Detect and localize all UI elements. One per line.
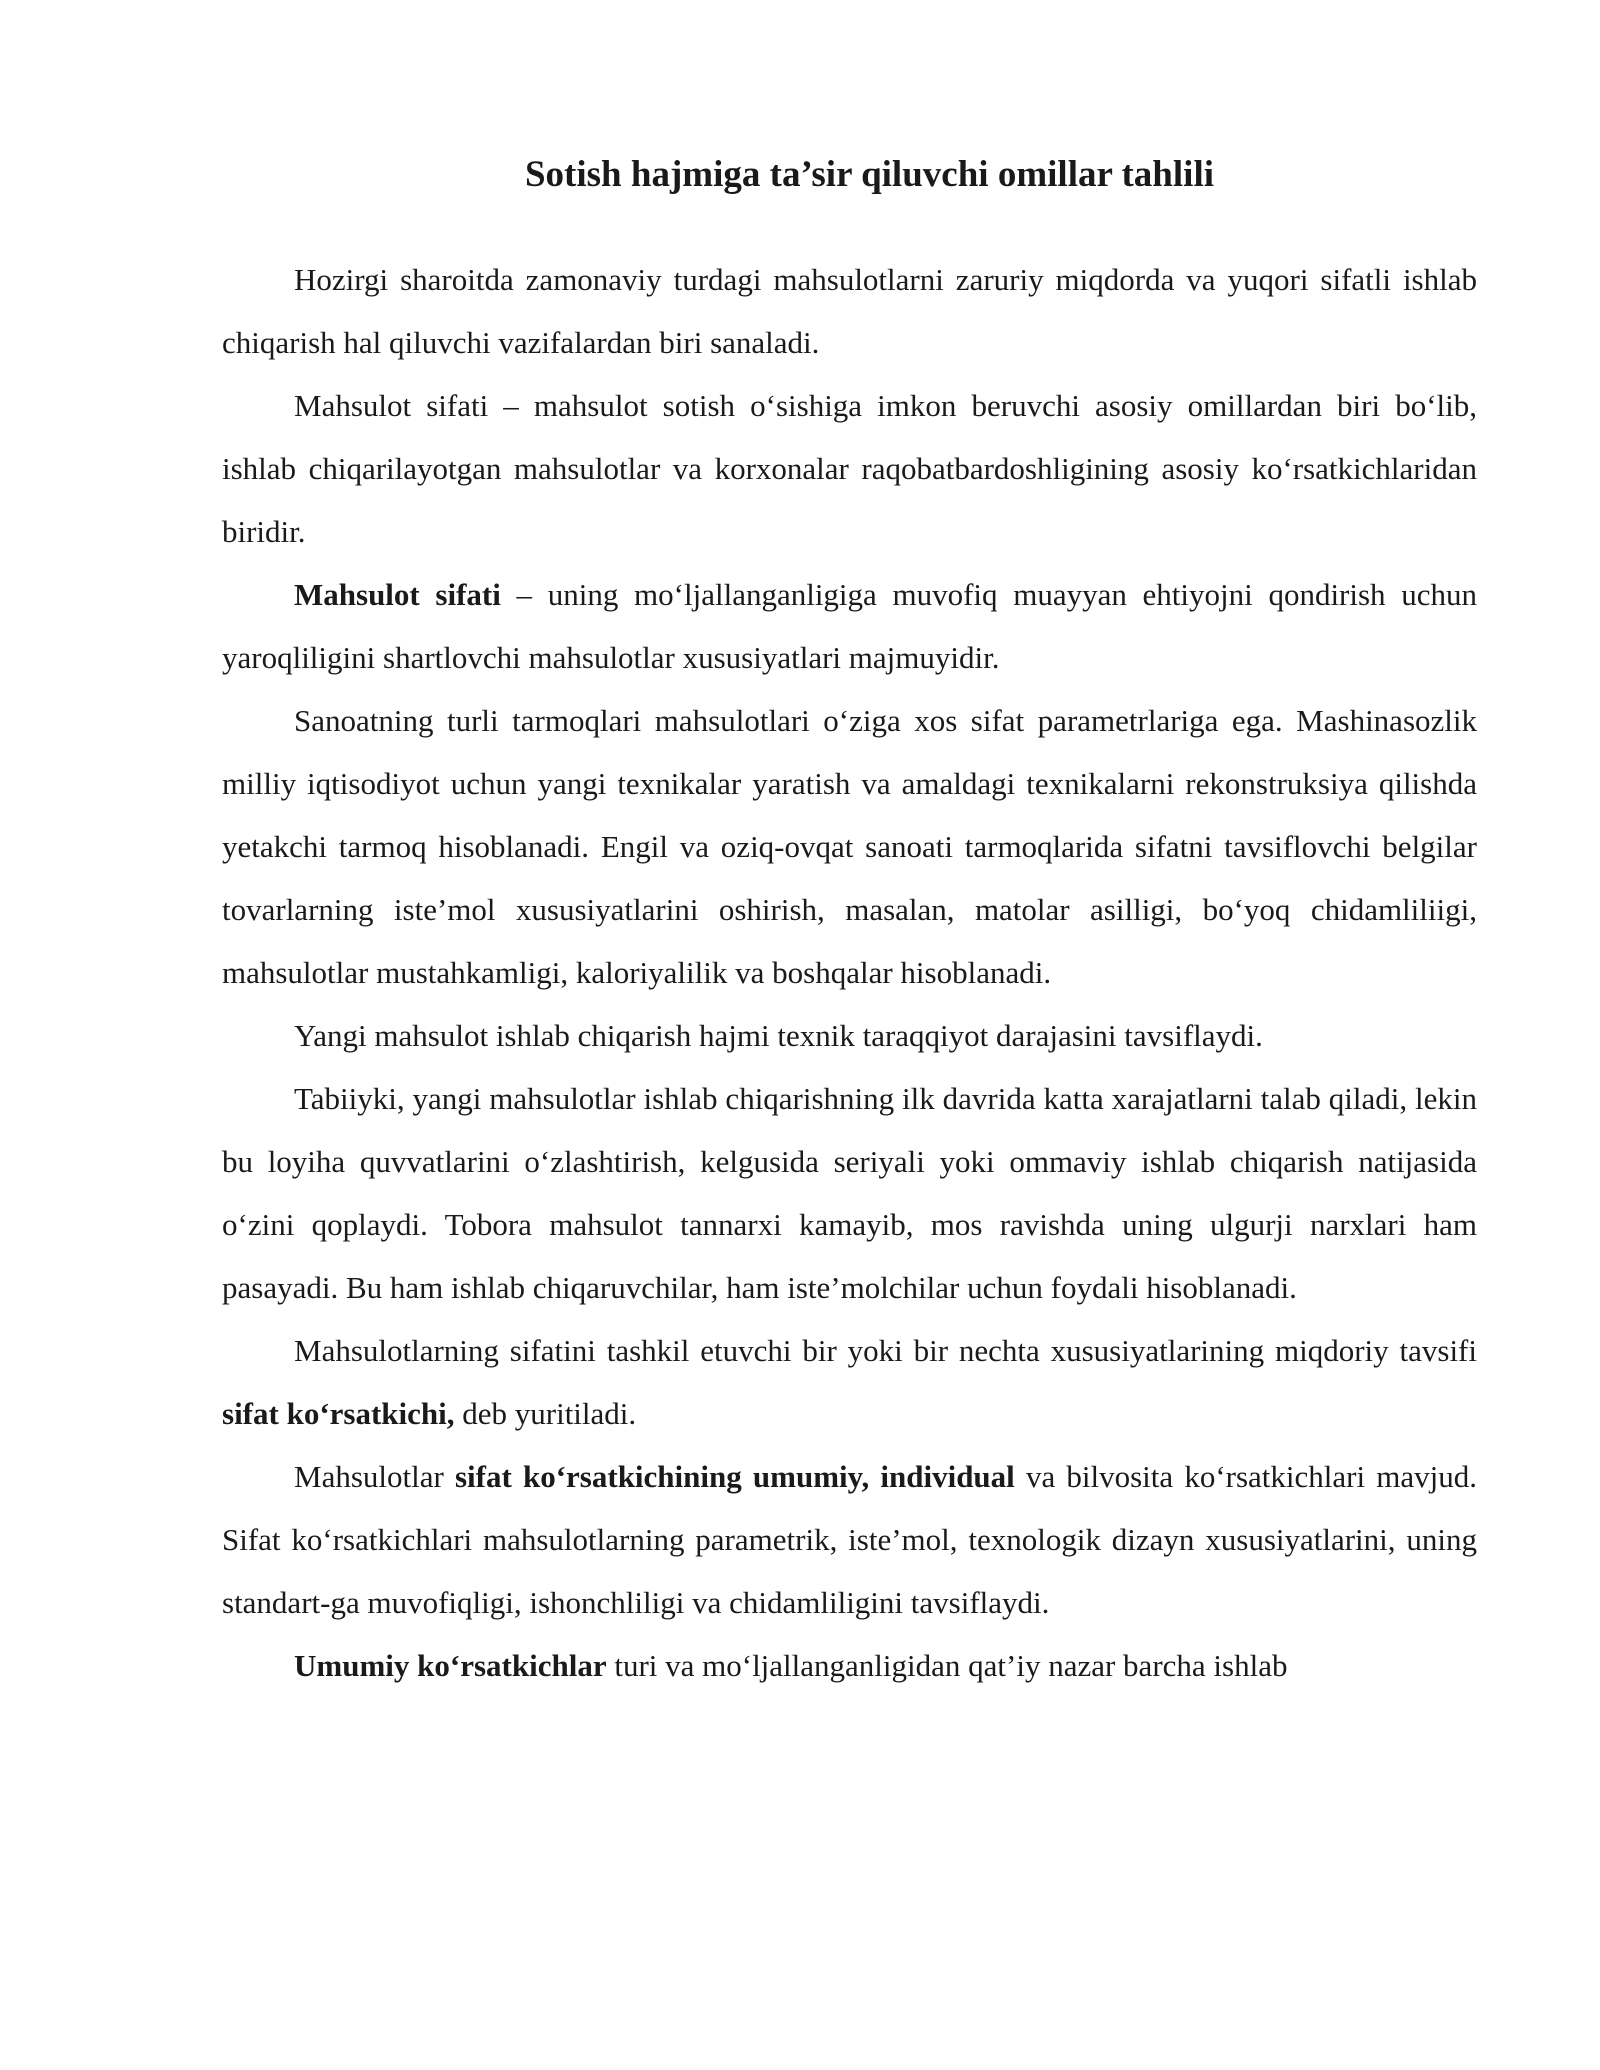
paragraph (222, 1067, 1477, 1319)
paragraph (222, 689, 1477, 1004)
document-page (222, 150, 1477, 1697)
document-title: Sotish hajmiga ta’sir qiluvchi omillar tahlili (524, 154, 1215, 195)
paragraph-text: – uning mo‘ljallanganligiga muvofiq muayyan ehtiyojni qondirish uchun yaroqliligini shartlovchi mahsulotlar xususiyatlari majmuyidir. (222, 577, 1477, 675)
paragraph (222, 1634, 1477, 1697)
bold-term: Mahsulot sifati (294, 577, 501, 612)
paragraph-text: deb yuritiladi. (454, 1396, 637, 1431)
paragraph (222, 1319, 1477, 1445)
paragraph-text: turi va mo‘ljallanganligidan qat’iy nazar barcha ishlab (606, 1648, 1288, 1683)
paragraph-text: Mahsulotlarning sifatini tashkil etuvchi bir yoki bir nechta xususiyatlarining miqdoriy tavsifi (294, 1333, 1477, 1368)
paragraph-text: Sanoatning turli tarmoqlari mahsulotlari o‘ziga xos sifat parametrlariga ega. Mashinasozlik milliy iqtisodiyot uchun yangi texnikalar yaratish va amaldagi texnikalarni rekonstruksiya qilishda yetakchi tarmoq hisoblanadi. Engil va oziq-ovqat sanoati tarmoqlarida sifatni tavsiflovchi belgilar tovarlarning iste’mol xususiyatlarini oshirish, masalan, matolar asilligi, bo‘yoq chidamliliigi, mahsulotlar mustahkamligi, kaloriyalilik va boshqalar hisoblanadi. (222, 703, 1477, 990)
paragraph (222, 248, 1477, 374)
paragraph-text: va bilvosita ko‘rsatkichlari mavjud. Sifat ko‘rsatkichlari mahsulotlarning parametrik, iste’mol, texnologik dizayn xususiyatlarini, uning standart-ga muvofiqligi, ishonchliligi va chidamliligini tavsiflaydi. (222, 1459, 1478, 1620)
paragraph-text: Tabiiyki, yangi mahsulotlar ishlab chiqarishning ilk davrida katta xarajatlarni talab qiladi, lekin bu loyiha quvvatlarini o‘zlashtirish, kelgusida seriyali yoki ommaviy ishlab chiqarish natijasida o‘zini qoplaydi. Tobora mahsulot tannarxi kamayib, mos ravishda uning ulgurji narxlari ham pasayadi. Bu ham ishlab chiqaruvchilar, ham iste’molchilar uchun foydali hisoblanadi. (222, 1081, 1477, 1305)
bold-term: sifat ko‘rsatkichi, (222, 1396, 455, 1431)
paragraph-text: Yangi mahsulot ishlab chiqarish hajmi texnik taraqqiyot darajasini tavsiflaydi. (294, 1018, 1263, 1053)
paragraph (222, 1004, 1477, 1067)
paragraph (222, 563, 1477, 689)
paragraph-text: Mahsulotlar (294, 1459, 455, 1494)
bold-term: sifat ko‘rsatkichining umumiy, individual (454, 1459, 1015, 1494)
bold-term: Umumiy ko‘rsatkichlar (294, 1648, 607, 1683)
paragraph (222, 374, 1477, 563)
paragraph-text: Hozirgi sharoitda zamonaviy turdagi mahsulotlarni zaruriy miqdorda va yuqori sifatli ishlab chiqarish hal qiluvchi vazifalardan biri sanaladi. (222, 262, 1477, 360)
paragraph-text: Mahsulot sifati – mahsulot sotish o‘sishiga imkon beruvchi asosiy omillardan biri bo‘lib, ishlab chiqarilayotgan mahsulotlar va korxonalar raqobatbardoshligining asosiy ko‘rsatkichlaridan biridir. (222, 388, 1477, 549)
paragraph (222, 1445, 1477, 1634)
